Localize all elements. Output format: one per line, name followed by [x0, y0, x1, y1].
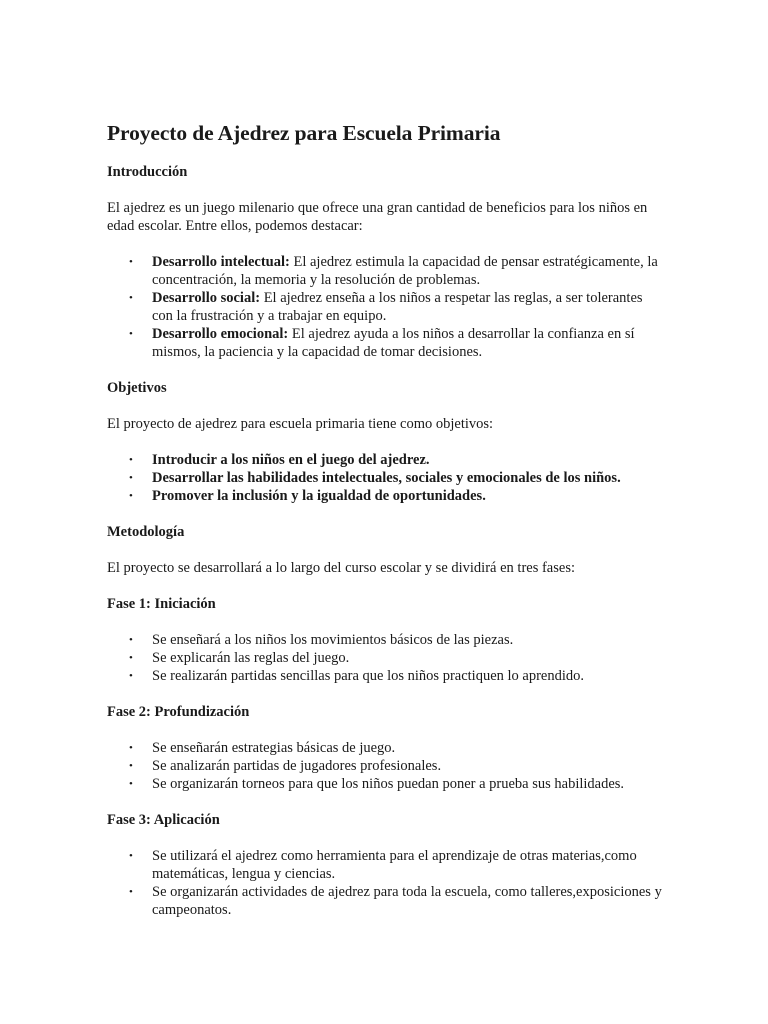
list-item — [107, 289, 667, 325]
bullet-icon: • — [129, 850, 133, 862]
bullet-icon: • — [129, 328, 133, 340]
list-item — [107, 739, 667, 757]
item-text: Se analizarán partidas de jugadores profesionales. — [152, 758, 442, 774]
item-label: Desarrollo social: — [152, 290, 261, 306]
item-text: Se organizarán actividades de ajedrez para toda la escuela, como talleres,exposiciones y campeonatos. — [152, 884, 662, 918]
section-heading-introduccion: Introducción — [107, 164, 188, 180]
item-text: Se enseñarán estrategias básicas de juego. — [152, 740, 396, 756]
list-item — [107, 487, 667, 505]
bullet-icon: • — [129, 634, 133, 646]
phase2-list — [107, 739, 667, 793]
list-item — [107, 667, 667, 685]
bullet-icon: • — [129, 886, 133, 898]
list-item — [107, 451, 667, 469]
item-label: Desarrollo emocional: — [152, 326, 289, 342]
item-text: Se organizarán torneos para que los niños puedan poner a prueba sus habilidades. — [152, 776, 625, 792]
section-heading-objetivos: Objetivos — [107, 380, 167, 396]
list-item — [107, 757, 667, 775]
item-text: Se utilizará el ajedrez como herramienta para el aprendizaje de otras materias,como matemáticas, lengua y ciencias. — [152, 848, 637, 882]
document-page — [107, 120, 667, 937]
bullet-icon: • — [129, 652, 133, 664]
objectives-paragraph: El proyecto de ajedrez para escuela primaria tiene como objetivos: — [107, 416, 494, 432]
phase3-list — [107, 847, 667, 919]
item-text: El ajedrez enseña a los niños a respetar las reglas, a ser tolerantes con la frustración y a trabajar en equipo. — [152, 290, 643, 324]
section-heading-fase-1: Fase 1: Iniciación — [107, 596, 216, 612]
document-title: Proyecto de Ajedrez para Escuela Primaria — [107, 121, 501, 145]
section-heading-metodologia: Metodología — [107, 524, 185, 540]
bullet-icon: • — [129, 472, 133, 484]
list-item — [107, 775, 667, 793]
item-text: Se explicarán las reglas del juego. — [152, 650, 350, 666]
bullet-icon: • — [129, 490, 133, 502]
list-item — [107, 325, 667, 361]
section-heading-fase-3: Fase 3: Aplicación — [107, 812, 220, 828]
bullet-icon: • — [129, 292, 133, 304]
list-item — [107, 253, 667, 289]
list-item — [107, 649, 667, 667]
item-text: Se realizarán partidas sencillas para que los niños practiquen lo aprendido. — [152, 668, 585, 684]
benefits-list — [107, 253, 667, 361]
phase1-list — [107, 631, 667, 685]
bullet-icon: • — [129, 778, 133, 790]
list-item — [107, 631, 667, 649]
list-item — [107, 847, 667, 883]
item-text: Promover la inclusión y la igualdad de oportunidades. — [152, 488, 486, 504]
item-text: Se enseñará a los niños los movimientos básicos de las piezas. — [152, 632, 514, 648]
item-label: Desarrollo intelectual: — [152, 254, 290, 270]
section-heading-fase-2: Fase 2: Profundización — [107, 704, 250, 720]
bullet-icon: • — [129, 760, 133, 772]
item-text: El ajedrez ayuda a los niños a desarrollar la confianza en sí mismos, la paciencia y la capacidad de tomar decisiones. — [152, 326, 635, 360]
list-item — [107, 469, 667, 487]
item-text: Introducir a los niños en el juego del ajedrez. — [152, 452, 430, 468]
list-item — [107, 883, 667, 919]
intro-paragraph: El ajedrez es un juego milenario que ofrece una gran cantidad de beneficios para los niños en edad escolar. Entre ellos, podemos destacar: — [107, 200, 648, 234]
bullet-icon: • — [129, 454, 133, 466]
methodology-paragraph: El proyecto se desarrollará a lo largo del curso escolar y se dividirá en tres fases: — [107, 560, 575, 576]
bullet-icon: • — [129, 256, 133, 268]
objectives-list — [107, 451, 667, 505]
bullet-icon: • — [129, 742, 133, 754]
item-text: Desarrollar las habilidades intelectuales, sociales y emocionales de los niños. — [152, 470, 621, 486]
bullet-icon: • — [129, 670, 133, 682]
item-text: El ajedrez estimula la capacidad de pensar estratégicamente, la concentración, la memoria y la resolución de problemas. — [152, 254, 658, 288]
